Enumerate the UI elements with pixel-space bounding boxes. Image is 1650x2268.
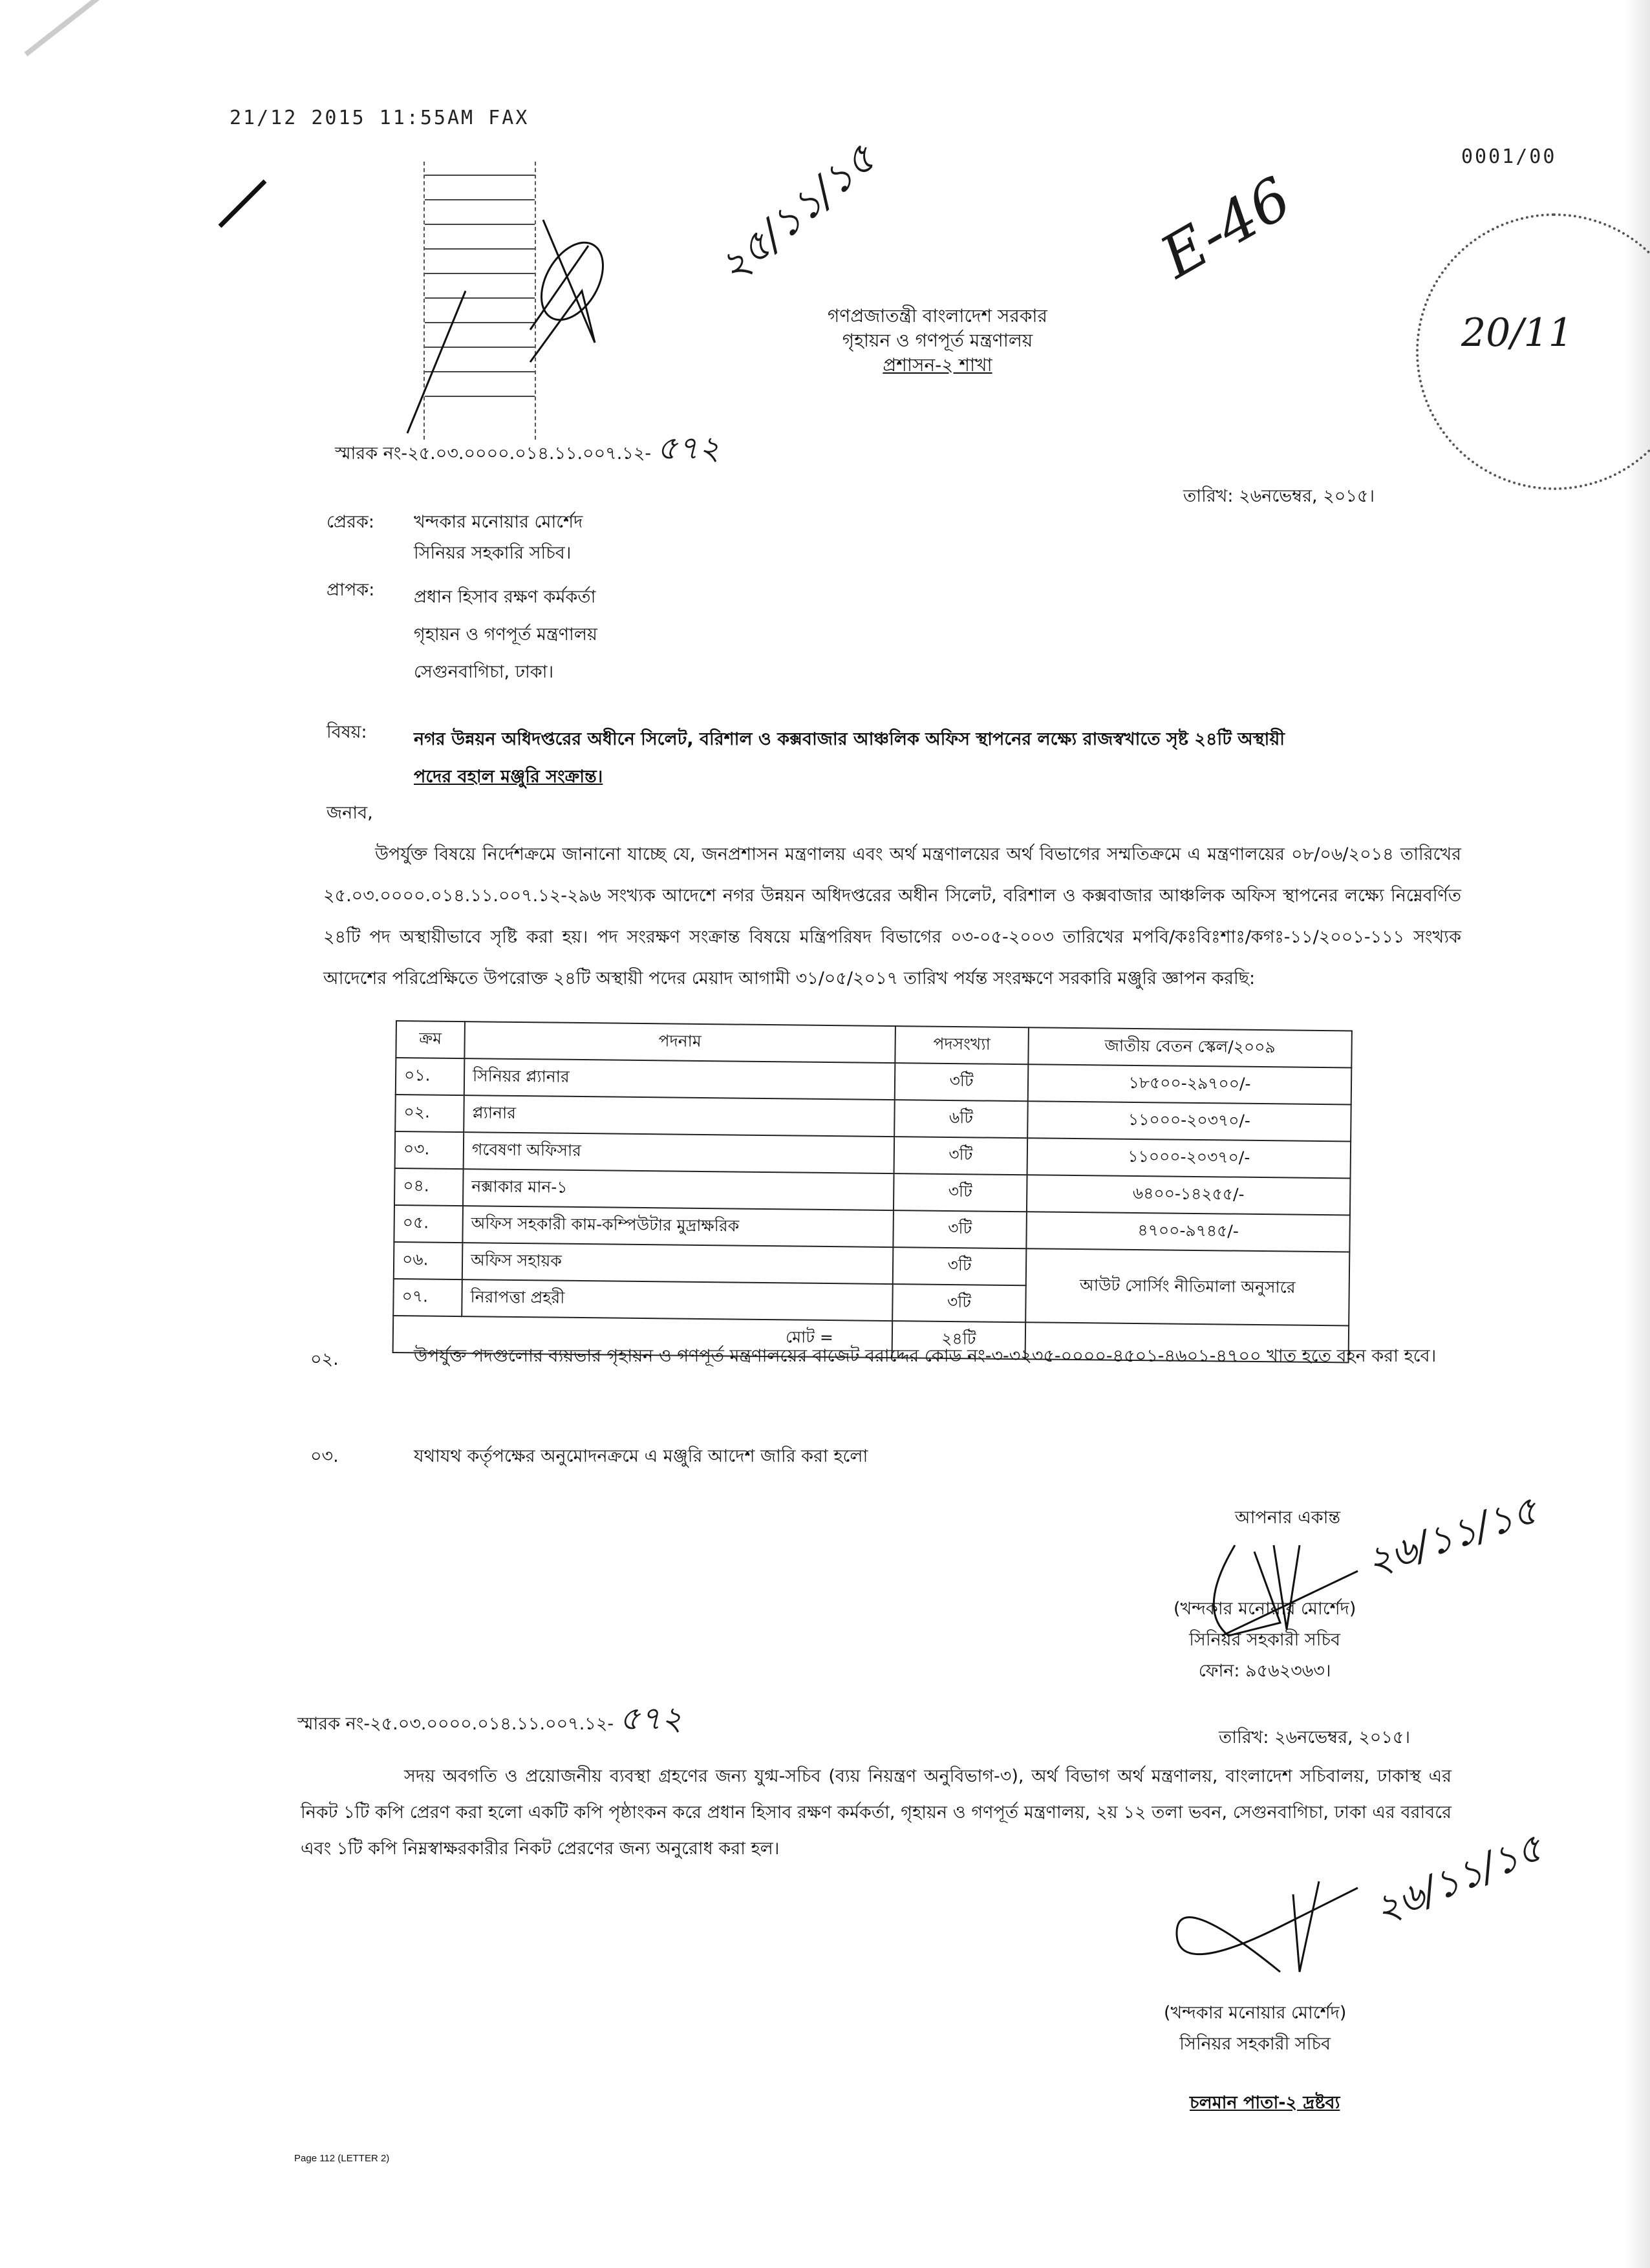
page-footer: Page 112 (LETTER 2) [294,2153,390,2164]
signature-2-block [1164,1998,1346,2060]
row-scale: ১১০০০-২০৩৭০/- [1027,1101,1351,1141]
row-serial: ০৫. [394,1205,463,1243]
body-paragraph-1: উপর্যুক্ত বিষয়ে নির্দেশক্রমে জানানো যাচ্ছে যে, জনপ্রশাসন মন্ত্রণালয় এবং অর্থ মন্ত্রণালয়ের অর্থ বিভাগের সম্মতিক্রমে এ মন্ত্রণালয়ের ০৮/০৬/২০১৪ তারিখের ২৫.০৩.০০০০.০১৪.১১.০০৭.১২-২৯৬ সংখ্যক আদেশে নগর উন্নয়ন অধিদপ্তরের অধীন সিলেট, বরিশাল ও কক্সবাজার আঞ্চলিক অফিস স্থাপনের লক্ষ্যে নিম্নেবর্ণিত ২৪টি পদ অস্থায়ীভাবে সৃষ্টি করা হয়। পদ সংরক্ষণ সংক্রান্ত বিষয়ে মন্ত্রিপরিষদ বিভাগের ০৩-০৫-২০০৩ তারিখের মপবি/কঃবিঃশাঃ/কগঃ-১১/২০০১-১১১ সংখ্যক আদেশের পরিপ্রেক্ষিতে উপরোক্ত ২৪টি অস্থায়ী পদের মেয়াদ আগামী ৩১/০৫/২০১৭ তারিখ পর্যন্ত সংরক্ষণে সরকারি মঞ্জুরি জ্ঞাপন করছি: [323,844,1461,989]
col-serial: ক্রম [396,1021,465,1058]
para3-number: ০৩. [310,1446,339,1466]
memo2-date [1219,1726,1410,1749]
closing: আপনার একান্ত [1235,1508,1341,1528]
row-scale-outsourcing: আউট সোর্সিং নীতিমালা অনুসারে [1025,1248,1349,1325]
posts-table [392,1020,1353,1363]
scan-fold-mark [25,0,221,56]
margin-note: ২৫/১১/১৫ [709,134,886,293]
row-scale: ১১০০০-২০৩৭০/- [1027,1138,1351,1178]
recipient-block [414,579,597,691]
letterhead-country: গণপ্রজাতন্ত্রী বাংলাদেশ সরকার [828,305,1047,326]
letterhead [802,304,1073,377]
row-serial: ০১. [396,1058,465,1095]
row-count: ৬টি [894,1100,1028,1138]
row-post: গবেষণা অফিসার [464,1132,895,1173]
para3-text: যথাযথ কর্তৃপক্ষের অনুমোদনক্রমে এ মঞ্জুরি আদেশ জারি করা হলো [414,1446,868,1466]
letterhead-ministry: গৃহায়ন ও গণপূর্ত মন্ত্রণালয় [842,329,1033,351]
handwritten-file-ref: E-46 [1149,164,1303,292]
row-serial: ০৪. [394,1168,464,1206]
memo-reference [335,427,720,471]
row-post: অফিস সহায়ক [462,1243,894,1284]
signature-1-block [1173,1594,1356,1687]
memo2-ref-label: স্মারক নং-২৫.০৩.০০০০.০১৪.১১.০০৭.১২- [297,1714,614,1734]
initial-signature-scrawl [194,129,776,453]
letterhead-section: প্রশাসন-২ শাখা [883,354,992,376]
memo-date [1183,485,1375,508]
signature-2-date: ২৬/১১/১৫ [1367,1824,1549,1934]
row-count: ৩টি [894,1137,1028,1175]
subject-block [414,721,1285,796]
memo-ref-label: স্মারক নং-২৫.০৩.০০০০.০১৪.১১.০০৭.১২- [335,444,652,464]
row-count: ৩টি [894,1173,1027,1212]
recipient-line3: সেগুনবাগিচা, ঢাকা। [414,662,554,682]
signature-1-date: ২৬/১১/১৫ [1360,1487,1544,1585]
row-post: নিরাপত্তা প্রহরী [462,1279,893,1321]
subject-label: বিষয়: [327,722,367,742]
sender-label: প্রেরক: [327,512,374,532]
memo2-reference [297,1697,682,1741]
row-serial: ০৭. [393,1279,462,1316]
para2-text: উপর্যুক্ত পদগুলোর ব্যয়ভার গৃহায়ন ও গণপূর্ত মন্ত্রণালয়ের বাজেট বরাদ্দের কোড নং-৩-৩২৩৫-০০০০-৪৫০১-৪৬০১-৪৭০০ খাত হতে বহন করা হবে। [414,1346,1437,1366]
row-serial: ০২. [395,1095,464,1132]
fax-header: 21/12 2015 11:55AM FAX [230,107,530,129]
signatory-2-name: (খন্দকার মনোয়ার মোর্শেদ) [1164,2003,1347,2023]
row-scale: ৪৭০০-৯৭৪৫/- [1026,1212,1350,1252]
signatory-1-phone: ফোন: ৯৫৬২৩৬৩। [1198,1661,1331,1681]
row-count: ৩টি [893,1210,1027,1248]
para2-number: ০২. [310,1349,339,1369]
copy-distribution-paragraph: সদয় অবগতি ও প্রয়োজনীয় ব্যবস্থা গ্রহণের জন্য যুগ্ম-সচিব (ব্যয় নিয়ন্ত্রণ অনুবিভাগ-৩), অর্থ বিভাগ অর্থ মন্ত্রণালয়, বাংলাদেশ সচিবালয়, ঢাকাস্থ এর নিকট ১টি কপি প্রেরণ করা হলো একটি কপি পৃষ্ঠাংকন করে প্রধান হিসাব রক্ষণ কর্মকর্তা, গৃহায়ন ও গণপূর্ত মন্ত্রণালয়, ২য় ১২ তলা ভবন, সেগুনবাগিচা, ঢাকা এর বরাবরে এবং ১টি কপি নিম্নস্বাক্ষরকারীর নিকট প্রেরণের জন্য অনুরোধ করা হল। [301,1766,1452,1859]
stamp-serial: 0001/00 [1461,145,1557,168]
row-count: ৩টি [893,1247,1027,1285]
memo-date-value: ২৬নভেম্বর, ২০১৫। [1239,486,1375,506]
row-post: নক্সাকার মান-১ [463,1169,894,1210]
col-pay-scale: জাতীয় বেতন স্কেল/২০০৯ [1028,1027,1352,1067]
sender-block [414,511,583,566]
memo2-ref-handwritten: ৫৭২ [619,1700,683,1737]
sender-name: খন্দকার মনোয়ার মোর্শেদ [414,512,583,532]
continued-note: চলমান পাতা-২ দ্রষ্টব্য [1190,2093,1340,2113]
subject-line1: নগর উন্নয়ন অধিদপ্তরের অধীনে সিলেট, বরিশাল ও কক্সবাজার আঞ্চলিক অফিস স্থাপনের লক্ষ্যে রাজস্বখাতে সৃষ্ট ২৪টি অস্থায়ী [414,729,1285,749]
row-post: প্ল্যানার [464,1095,895,1137]
sender-title: সিনিয়র সহকারি সচিব। [414,543,572,564]
memo-date-label: তারিখ: [1183,486,1234,506]
row-count: ৩টি [892,1284,1026,1322]
memo-ref-handwritten: ৫৭২ [656,429,720,467]
memo2-date-label: তারিখ: [1219,1728,1269,1748]
row-scale: ৬৪০০-১৪২৫৫/- [1027,1175,1351,1215]
row-count: ৩টি [895,1063,1029,1101]
row-post: অফিস সহকারী কাম-কম্পিউটার মুদ্রাক্ষরিক [462,1206,894,1247]
recipient-line2: গৃহায়ন ও গণপূর্ত মন্ত্রণালয় [414,625,597,645]
salutation: জনাব, [327,803,373,823]
recipient-label: প্রাপক: [327,580,375,600]
signatory-1-name: (খন্দকার মনোয়ার মোর্শেদ) [1173,1599,1356,1619]
col-post-count: পদসংখ্যা [895,1026,1029,1064]
row-serial: ০৩. [395,1131,464,1169]
stamp-receive-date: 20/11 [1461,310,1573,356]
row-post: সিনিয়র প্ল্যানার [464,1058,895,1100]
subject-line2: পদের বহাল মঞ্জুরি সংক্রান্ত। [414,767,603,787]
row-serial: ০৬. [394,1242,463,1279]
row-scale: ১৮৫০০-২৯৭০০/- [1028,1064,1352,1104]
total-value: ২৪টি [892,1321,1026,1359]
signatory-1-title: সিনিয়র সহকারী সচিব [1189,1630,1341,1650]
signatory-2-title: সিনিয়র সহকারী সচিব [1179,2034,1331,2054]
recipient-line1: প্রধান হিসাব রক্ষণ কর্মকর্তা [414,587,596,607]
col-post-name: পদনাম [464,1022,895,1063]
memo2-date-value: ২৬নভেম্বর, ২০১৫। [1274,1728,1411,1748]
total-label: মোট = [393,1316,893,1358]
